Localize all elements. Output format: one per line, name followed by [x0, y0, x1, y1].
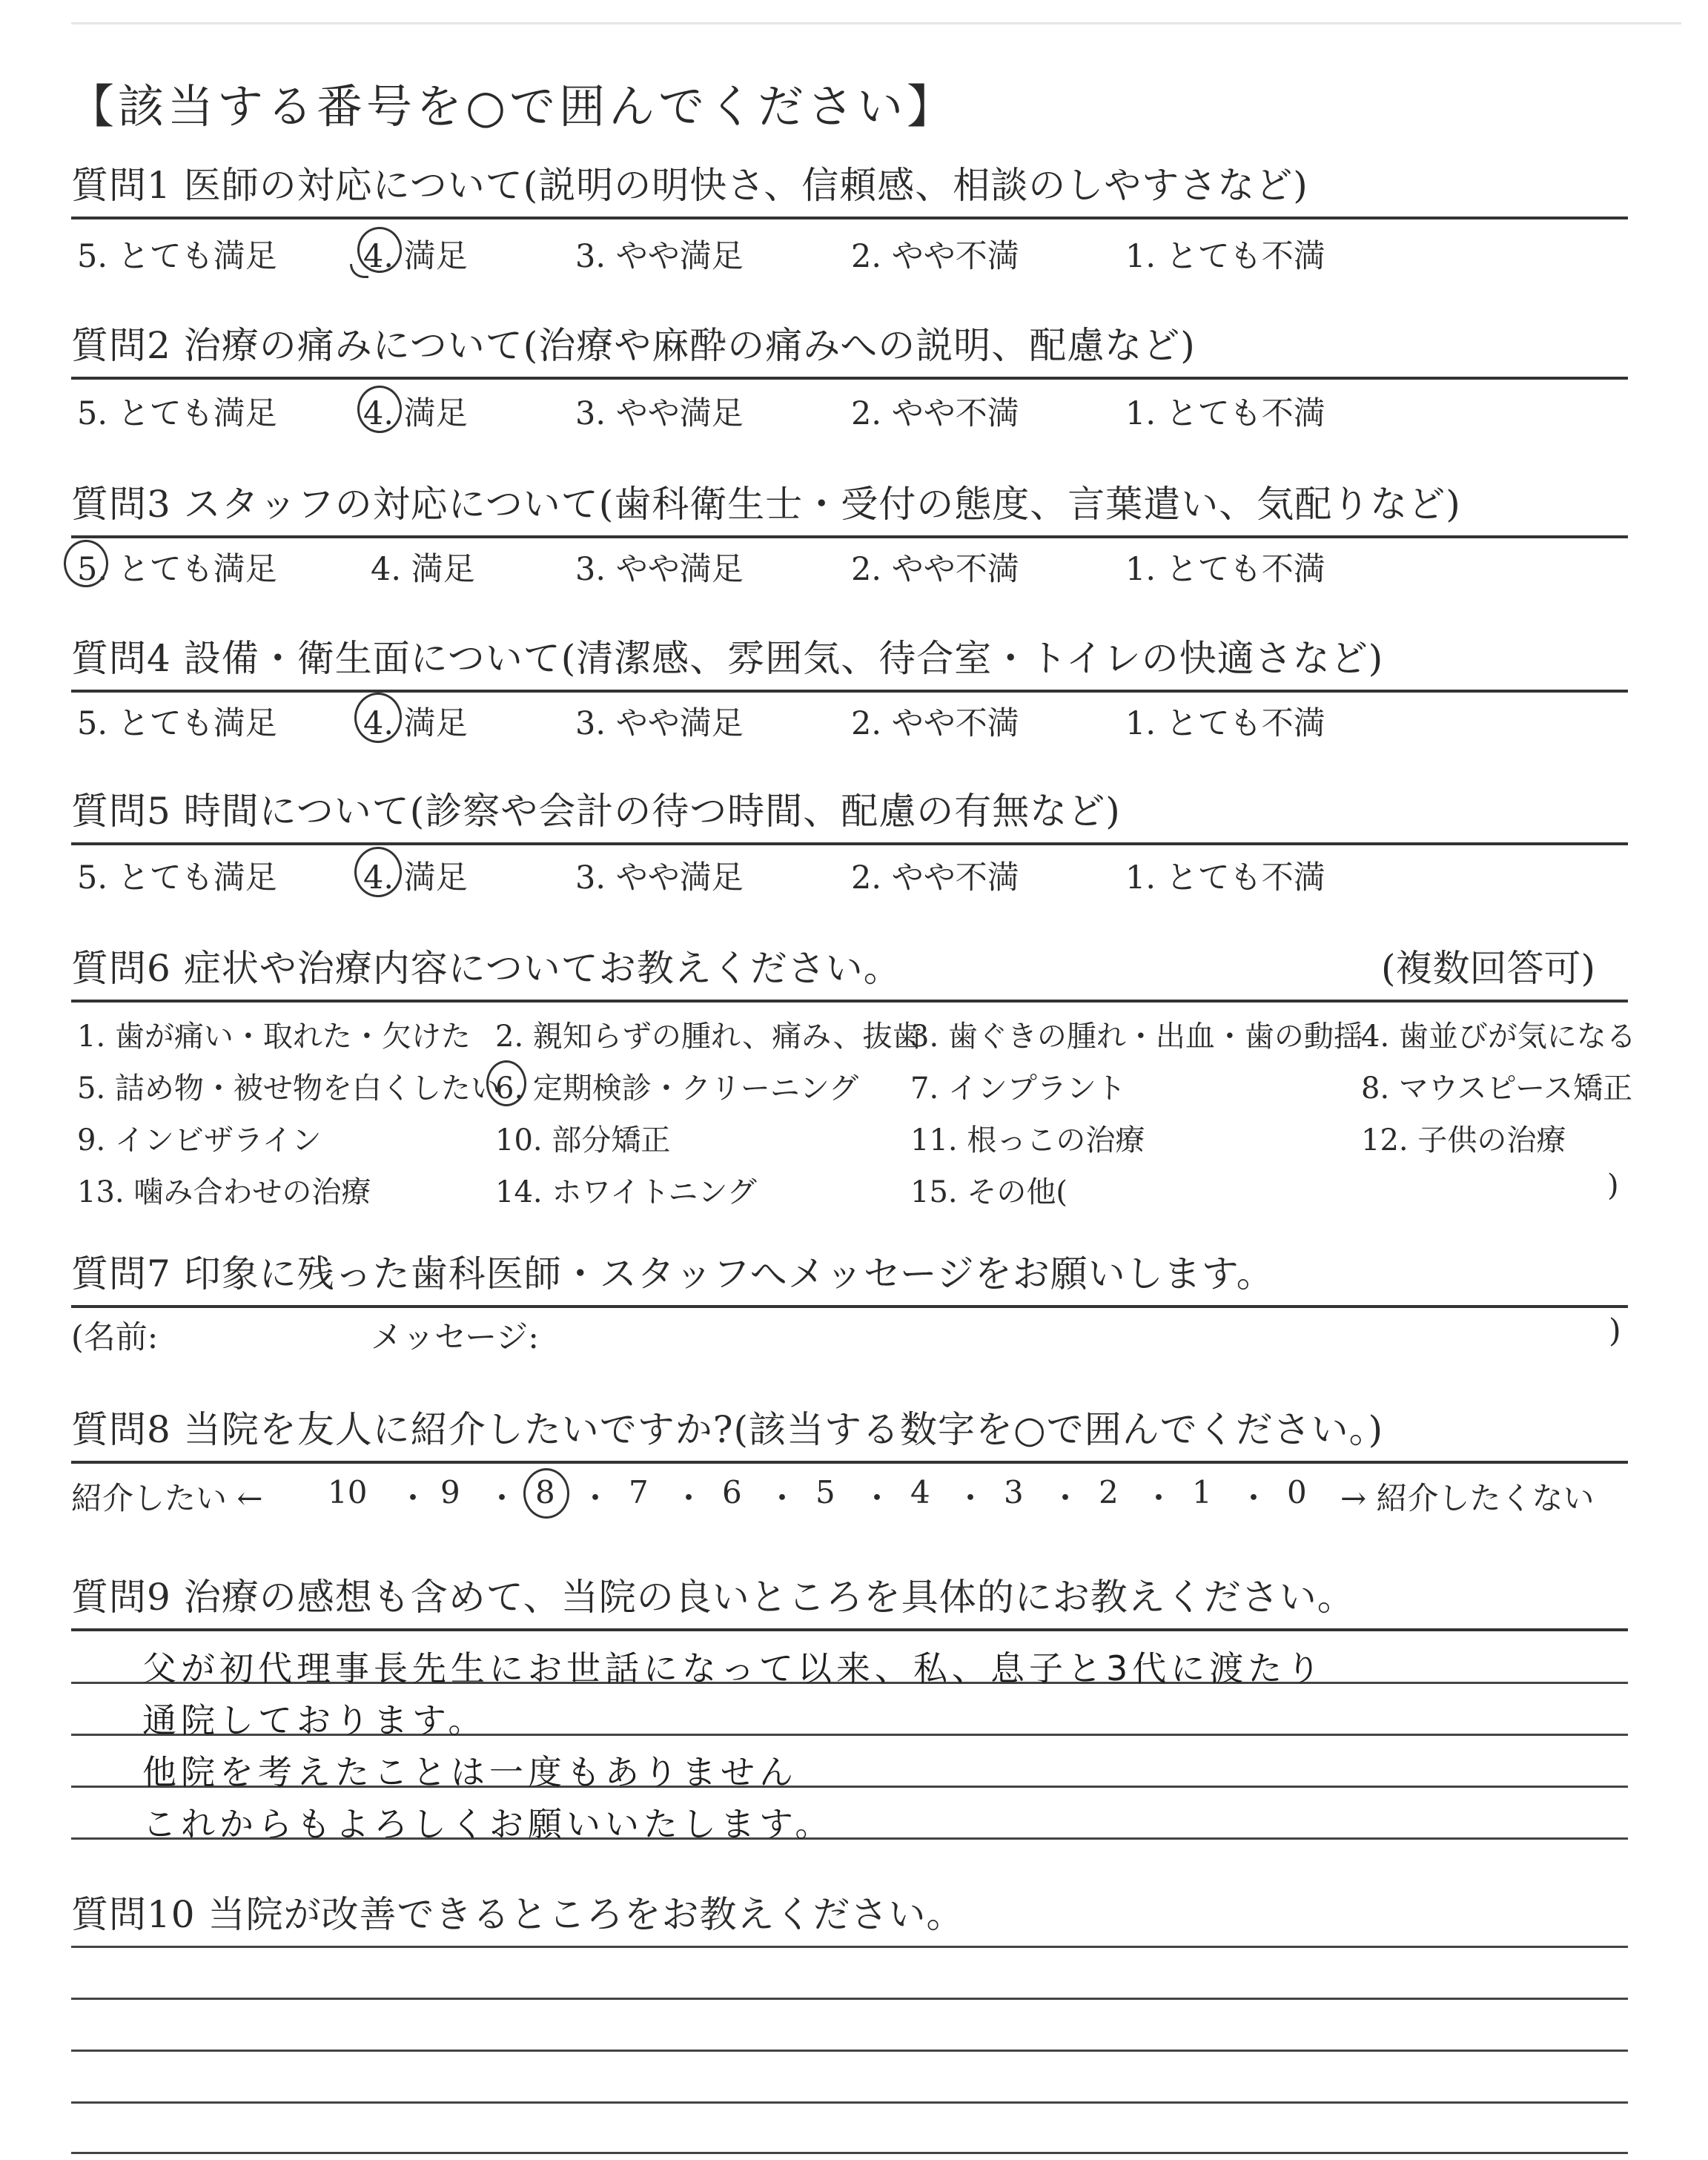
question-1-heading	[71, 159, 1628, 219]
q8-dot: ・	[1143, 1480, 1175, 1516]
q4-option-2[interactable]: 2. やや不満	[851, 705, 1019, 742]
q8-right-label: → 紹介したくない	[1340, 1480, 1595, 1516]
q4-answer-circle	[354, 693, 402, 743]
q8-dot: ・	[673, 1480, 705, 1516]
q6-choice-4[interactable]: 4. 歯並びが気になる	[1361, 1020, 1636, 1054]
q7-close: )	[1609, 1312, 1621, 1350]
q2-option-4[interactable]: 4. 満足	[363, 395, 468, 432]
q8-left-label: 紹介したい ←	[71, 1480, 263, 1516]
q8-scale-0[interactable]: 0	[1287, 1474, 1307, 1510]
question-1-options	[77, 231, 1634, 276]
q6-choice-7[interactable]: 7. インプラント	[910, 1071, 1126, 1106]
q6-choice-12[interactable]: 12. 子供の治療	[1361, 1123, 1566, 1157]
q4-option-3[interactable]: 3. やや満足	[575, 705, 744, 742]
q6-choice-9[interactable]: 9. インビザライン	[77, 1123, 322, 1157]
q6-choice-15[interactable]: 15. その他(	[910, 1175, 1068, 1209]
question-4-label: 質問4 設備・衛生面について(清潔感、雰囲気、待合室・トイレの快適さなど)	[71, 637, 1384, 680]
q5-option-5[interactable]: 5. とても満足	[77, 859, 277, 896]
q4-option-4[interactable]: 4. 満足	[363, 705, 468, 742]
q6-choice-13[interactable]: 13. 噛み合わせの治療	[77, 1175, 371, 1209]
q7-name-label: (名前:	[71, 1319, 159, 1356]
question-7-heading	[71, 1247, 1628, 1308]
q8-scale-10[interactable]: 10	[328, 1474, 368, 1510]
answer-rule	[71, 2101, 1628, 2104]
q1-option-4[interactable]: 4. 満足	[363, 238, 468, 275]
question-10-heading	[71, 1888, 1628, 1946]
question-6-note: (複数回答可)	[1380, 947, 1595, 990]
q6-choice-14[interactable]: 14. ホワイトニング	[495, 1175, 757, 1209]
q8-scale-4[interactable]: 4	[910, 1474, 930, 1510]
q1-option-1[interactable]: 1. とても不満	[1125, 238, 1325, 275]
q3-answer-circle	[64, 540, 108, 587]
question-4-heading	[71, 632, 1628, 693]
q7-message-label: メッセージ:	[371, 1319, 539, 1356]
q1-option-3[interactable]: 3. やや満足	[575, 238, 744, 275]
top-rule	[71, 22, 1681, 24]
question-4-options	[77, 698, 1634, 743]
q9-answer-line-3: 他院を考えたことは一度もありません	[142, 1752, 798, 1792]
question-3-options	[77, 544, 1634, 589]
q8-scale-1[interactable]: 1	[1192, 1474, 1212, 1510]
q8-scale-7[interactable]: 7	[629, 1474, 649, 1510]
question-6-label: 質問6 症状や治療内容についてお教えください。	[71, 947, 901, 990]
q8-scale-6[interactable]: 6	[722, 1474, 742, 1510]
q8-dot: ・	[861, 1480, 893, 1516]
q1-option-5[interactable]: 5. とても満足	[77, 238, 277, 275]
question-6-choices	[77, 1013, 1634, 1235]
q9-answer-line-2: 通院しております。	[142, 1700, 487, 1740]
q6-choice-5[interactable]: 5. 詰め物・被せ物を白くしたい	[77, 1071, 500, 1106]
q1-circle-tail	[350, 264, 368, 278]
q4-option-5[interactable]: 5. とても満足	[77, 705, 277, 742]
q8-scale-2[interactable]: 2	[1099, 1474, 1119, 1510]
question-8-heading	[71, 1403, 1628, 1464]
q6-choice-3[interactable]: 3. 歯ぐきの腫れ・出血・歯の動揺	[910, 1020, 1363, 1054]
q6-choice-1[interactable]: 1. 歯が痛い・取れた・欠けた	[77, 1020, 471, 1054]
question-7-label: 質問7 印象に残った歯科医師・スタッフへメッセージをお願いします。	[71, 1252, 1274, 1295]
q8-dot: ・	[767, 1480, 798, 1516]
question-6-heading	[71, 942, 1628, 1003]
q3-option-4[interactable]: 4. 満足	[371, 551, 475, 588]
q5-option-2[interactable]: 2. やや不満	[851, 859, 1019, 896]
q8-dot: ・	[580, 1480, 612, 1516]
q8-dot: ・	[397, 1480, 429, 1516]
q3-option-3[interactable]: 3. やや満足	[575, 551, 744, 588]
question-8-label: 質問8 当院を友人に紹介したいですか?(該当する数字を○で囲んでください。)	[71, 1408, 1384, 1451]
q2-answer-circle	[357, 386, 402, 433]
page-title: 【該当する番号を○で囲んでください】	[68, 79, 957, 133]
q6-choice-11[interactable]: 11. 根っこの治療	[910, 1123, 1145, 1157]
q5-option-1[interactable]: 1. とても不満	[1125, 859, 1325, 896]
q6-choice-8[interactable]: 8. マウスピース矯正	[1361, 1071, 1633, 1106]
q2-option-1[interactable]: 1. とても不満	[1125, 395, 1325, 432]
q1-option-2[interactable]: 2. やや不満	[851, 238, 1019, 275]
q6-choice-6[interactable]: 6. 定期検診・クリーニング	[495, 1071, 859, 1106]
q6-answer-circle	[486, 1060, 526, 1106]
q8-dot: ・	[1050, 1480, 1082, 1516]
q8-answer-circle	[523, 1468, 569, 1519]
question-9-heading	[71, 1571, 1628, 1631]
q6-choice-2[interactable]: 2. 親知らずの腫れ、痛み、抜歯	[495, 1020, 922, 1054]
q9-answer-line-4: これからもよろしくお願いいたします。	[142, 1804, 834, 1844]
question-9-label: 質問9 治療の感想も含めて、当院の良いところを具体的にお教えください。	[71, 1576, 1355, 1619]
question-3-heading	[71, 478, 1628, 538]
question-2-options	[77, 389, 1634, 433]
question-2-label: 質問2 治療の痛みについて(治療や麻酔の痛みへの説明、配慮など)	[71, 324, 1196, 367]
q8-scale-9[interactable]: 9	[440, 1474, 460, 1510]
q5-answer-circle	[354, 847, 402, 897]
q3-option-1[interactable]: 1. とても不満	[1125, 551, 1325, 588]
q6-other-close: )	[1607, 1169, 1619, 1203]
q6-choice-10[interactable]: 10. 部分矯正	[495, 1123, 671, 1157]
q2-option-5[interactable]: 5. とても満足	[77, 395, 277, 432]
q8-scale-3[interactable]: 3	[1004, 1474, 1024, 1510]
question-8-scale	[71, 1474, 1628, 1519]
answer-rule	[71, 2050, 1628, 2052]
q5-option-3[interactable]: 3. やや満足	[575, 859, 744, 896]
question-7-fields	[71, 1312, 1628, 1357]
answer-rule	[71, 1998, 1628, 2000]
question-1-label: 質問1 医師の対応について(説明の明快さ、信頼感、相談のしやすさなど)	[71, 164, 1308, 207]
q8-dot: ・	[486, 1480, 518, 1516]
answer-rule	[71, 2152, 1628, 2154]
q8-scale-5[interactable]: 5	[815, 1474, 835, 1510]
q8-dot: ・	[1238, 1480, 1270, 1516]
question-5-heading	[71, 785, 1628, 845]
q3-option-2[interactable]: 2. やや不満	[851, 551, 1019, 588]
answer-rule	[71, 1946, 1628, 1948]
question-2-heading	[71, 319, 1628, 380]
q2-option-2[interactable]: 2. やや不満	[851, 395, 1019, 432]
question-5-options	[77, 853, 1634, 897]
q4-option-1[interactable]: 1. とても不満	[1125, 705, 1325, 742]
q8-dot: ・	[955, 1480, 987, 1516]
q9-answer-line-1: 父が初代理事長先生にお世話になって以来、私、息子と3代に渡たり	[142, 1648, 1325, 1688]
question-10-label: 質問10 当院が改善できるところをお教えください。	[71, 1893, 964, 1936]
question-3-label: 質問3 スタッフの対応について(歯科衛生士・受付の態度、言葉遣い、気配りなど)	[71, 483, 1461, 526]
question-5-label: 質問5 時間について(診察や会計の待つ時間、配慮の有無など)	[71, 790, 1121, 833]
q3-option-5[interactable]: 5. とても満足	[77, 551, 277, 588]
q5-option-4[interactable]: 4. 満足	[363, 859, 468, 896]
q2-option-3[interactable]: 3. やや満足	[575, 395, 744, 432]
q8-scale-8[interactable]: 8	[535, 1474, 555, 1510]
